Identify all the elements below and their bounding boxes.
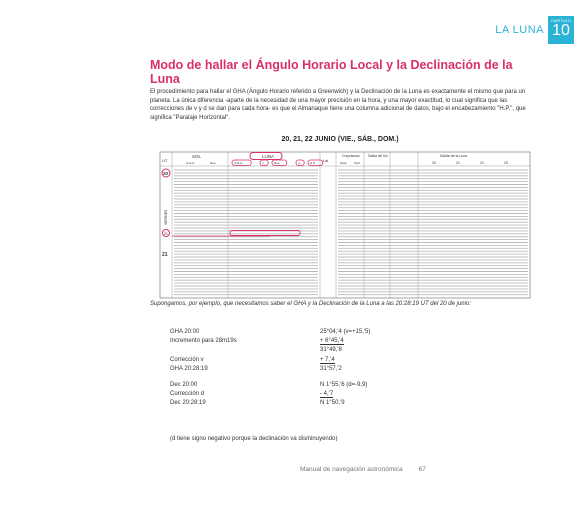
luna-subheader: v (262, 161, 264, 165)
luna-header: LUNA (262, 154, 275, 159)
luna-day-header: 21 (456, 161, 460, 165)
salida-sol-header: Salida del Sol (368, 154, 388, 158)
civil-header: Civil (354, 161, 360, 165)
page-footer (300, 466, 426, 473)
sol-header: SOL (192, 154, 202, 159)
almanac-table-svg (150, 150, 532, 300)
page-number: 67 (418, 466, 426, 473)
example-question: Supongamos, por ejemplo, que necesitamos saber el GHA y la Declinación de la Luna a las 20:28:19 UT del 20 de junio: (150, 301, 471, 307)
luna-subheader: G.H.A. (234, 161, 244, 165)
luna-day-header: 20 (432, 161, 436, 165)
salida-luna-header: Salida de la Luna (440, 154, 468, 158)
luna-subheader: H.P. (310, 161, 316, 165)
calc-row: GHA 20:28:19 31°57,'2 (170, 366, 342, 372)
calc-row: Corrección d - 4,'7 (170, 391, 334, 397)
intro-paragraph: El procedimiento para hallar el GHA (Ángulo Horario referido a Greenwich) y la Declinación de la Luna es exactamente el mismo que para un planeta. La única diferencia -aparte de la necesidad de una mayor precisión en la hora, y una mayor exactitud, lo cual significa que las correcciones de v y d se dan para cada hora- es que el Almanaque tiene una columna adicional de datos, bajo el encabezamiento "H.P.", que significa "Paralaje Horizontal". (150, 89, 526, 121)
calc-row: 31°49,'8 (320, 347, 342, 353)
chapter-label: CAPÍTULO (550, 18, 571, 23)
luna-day-header: 23 (504, 161, 508, 165)
calc-row: Dec 20:00 N 1°55,'6 (d=-9,9) (170, 382, 368, 388)
calc-row: Corrección v + 7,'4 (170, 357, 335, 363)
chapter-header (392, 0, 588, 50)
crepusculo-header: Crepúsculo (342, 154, 360, 158)
sign-note: (d tiene signo negativo porque la declinación va disminuyendo) (170, 436, 338, 442)
almanac-table-title: 20, 21, 22 JUNIO (VIE., SÁB., DOM.) (281, 136, 399, 143)
page-title: Modo de hallar el Ángulo Horario Local y la Declinación de la Luna (150, 58, 513, 86)
luna-subheader: d (298, 161, 300, 165)
day-label-21: 21 (162, 252, 168, 258)
calc-row: Dec 20:28:19 N 1°50,'9 (170, 400, 345, 406)
section-title: LA LUNA (495, 24, 544, 36)
sol-dec-header: Dec. (210, 161, 217, 165)
luna-subheader: Dec. (274, 161, 281, 165)
chapter-badge (548, 16, 574, 44)
ut-header: UT (162, 158, 168, 163)
luna-day-header: 22 (480, 161, 484, 165)
highlighted-hour: 20 (164, 232, 168, 236)
calc-row: GHA 20:00 25°04,'4 (v=+15,'5) (170, 329, 371, 335)
sol-gha-header: G.H.A. (186, 161, 196, 165)
lat-header: Lat. (323, 159, 329, 163)
day-label-20: 20 (163, 171, 169, 176)
naut-header: Náut. (340, 161, 348, 165)
side-label: VIERNES (164, 209, 168, 225)
book-title: Manual de navegación astronómica (300, 466, 403, 473)
calc-row: Incremento para 28m19s + 6°45,'4 (170, 338, 344, 344)
chapter-number: 10 (552, 22, 570, 39)
